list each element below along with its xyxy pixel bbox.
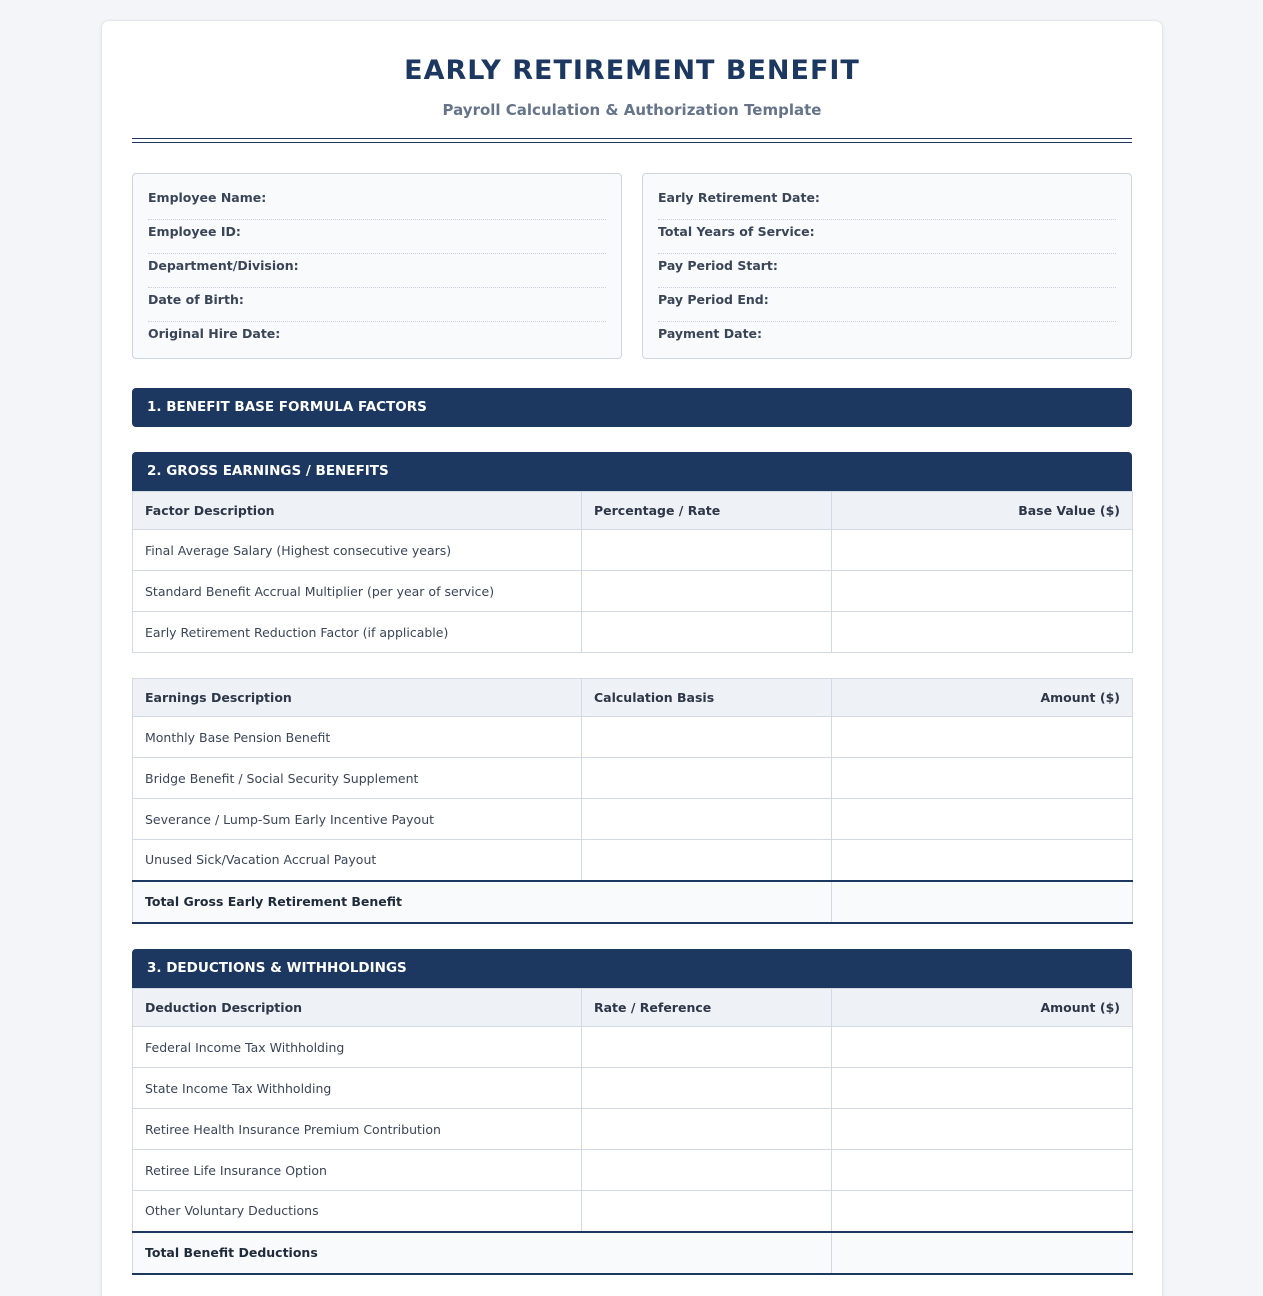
table-row — [133, 1068, 1133, 1109]
table-row — [133, 758, 1133, 799]
row-label: Standard Benefit Accrual Multiplier (per year of service) — [133, 571, 582, 612]
total-deductions-amount[interactable] — [832, 1232, 1133, 1274]
column-header: Percentage / Rate — [582, 492, 832, 530]
rate-cell[interactable] — [582, 530, 832, 571]
row-label: Other Voluntary Deductions — [133, 1191, 582, 1232]
column-header: Base Value ($) — [832, 492, 1133, 530]
amount-cell[interactable] — [832, 799, 1133, 840]
payment-date-field[interactable]: Payment Date: — [658, 326, 763, 341]
total-gross-amount[interactable] — [832, 881, 1133, 923]
years-of-service-field[interactable]: Total Years of Service: — [658, 220, 1116, 254]
table-row — [133, 571, 1133, 612]
row-label: State Income Tax Withholding — [133, 1068, 582, 1109]
total-row — [133, 881, 1133, 923]
total-gross-label: Total Gross Early Retirement Benefit — [133, 881, 832, 923]
rate-cell[interactable] — [582, 1109, 832, 1150]
pay-period-start-field[interactable]: Pay Period Start: — [658, 254, 1116, 288]
row-label: Bridge Benefit / Social Security Supplement — [133, 758, 582, 799]
rate-cell[interactable] — [582, 1027, 832, 1068]
row-label: Federal Income Tax Withholding — [133, 1027, 582, 1068]
amount-cell[interactable] — [832, 1191, 1133, 1232]
department-field[interactable]: Department/Division: — [148, 254, 606, 288]
amount-cell[interactable] — [832, 840, 1133, 881]
rate-cell[interactable] — [582, 612, 832, 653]
basis-cell[interactable] — [582, 840, 832, 881]
earnings-table — [132, 678, 1133, 924]
table-row — [133, 612, 1133, 653]
table-row — [133, 1150, 1133, 1191]
table-row — [133, 530, 1133, 571]
employee-id-field[interactable]: Employee ID: — [148, 220, 606, 254]
row-label: Final Average Salary (Highest consecutive years) — [133, 530, 582, 571]
amount-cell[interactable] — [832, 612, 1133, 653]
table-header-row — [133, 679, 1133, 717]
amount-cell[interactable] — [832, 571, 1133, 612]
column-header: Earnings Description — [133, 679, 582, 717]
table-header-row — [133, 492, 1133, 530]
retirement-info-panel — [642, 173, 1132, 359]
amount-cell[interactable] — [832, 1109, 1133, 1150]
amount-cell[interactable] — [832, 530, 1133, 571]
row-label: Monthly Base Pension Benefit — [133, 717, 582, 758]
column-header: Factor Description — [133, 492, 582, 530]
amount-cell[interactable] — [832, 1027, 1133, 1068]
amount-cell[interactable] — [832, 1068, 1133, 1109]
table-row — [133, 1191, 1133, 1232]
section-2-header: 2. GROSS EARNINGS / BENEFITS — [132, 452, 1132, 491]
header-divider — [132, 138, 1132, 143]
table-row — [133, 1027, 1133, 1068]
total-deductions-label: Total Benefit Deductions — [133, 1232, 832, 1274]
retirement-date-field[interactable]: Early Retirement Date: — [658, 186, 1116, 220]
rate-cell[interactable] — [582, 1150, 832, 1191]
column-header: Deduction Description — [133, 989, 582, 1027]
page-subtitle: Payroll Calculation & Authorization Template — [442, 101, 822, 119]
table-row — [133, 799, 1133, 840]
section-3-header: 3. DEDUCTIONS & WITHHOLDINGS — [132, 949, 1132, 988]
employee-info-panel — [132, 173, 622, 359]
pay-period-end-field[interactable]: Pay Period End: — [658, 288, 1116, 322]
table-row — [133, 717, 1133, 758]
basis-cell[interactable] — [582, 799, 832, 840]
form-card — [101, 20, 1163, 1296]
employee-name-field[interactable]: Employee Name: — [148, 186, 606, 220]
column-header: Amount ($) — [832, 989, 1133, 1027]
column-header: Rate / Reference — [582, 989, 832, 1027]
row-label: Severance / Lump-Sum Early Incentive Payout — [133, 799, 582, 840]
rate-cell[interactable] — [582, 1191, 832, 1232]
deductions-table — [132, 988, 1133, 1275]
column-header: Amount ($) — [832, 679, 1133, 717]
page-title: EARLY RETIREMENT BENEFIT — [404, 55, 860, 86]
basis-cell[interactable] — [582, 717, 832, 758]
amount-cell[interactable] — [832, 758, 1133, 799]
amount-cell[interactable] — [832, 1150, 1133, 1191]
row-label: Retiree Health Insurance Premium Contribution — [133, 1109, 582, 1150]
rate-cell[interactable] — [582, 1068, 832, 1109]
hire-date-field[interactable]: Original Hire Date: — [148, 326, 281, 341]
row-label: Retiree Life Insurance Option — [133, 1150, 582, 1191]
table-header-row — [133, 989, 1133, 1027]
factors-table — [132, 491, 1133, 653]
form-header — [132, 21, 1132, 143]
basis-cell[interactable] — [582, 758, 832, 799]
total-row — [133, 1232, 1133, 1274]
table-row — [133, 1109, 1133, 1150]
table-row — [133, 840, 1133, 881]
rate-cell[interactable] — [582, 571, 832, 612]
row-label: Unused Sick/Vacation Accrual Payout — [133, 840, 582, 881]
date-of-birth-field[interactable]: Date of Birth: — [148, 288, 606, 322]
section-1-header: 1. BENEFIT BASE FORMULA FACTORS — [132, 388, 1132, 427]
column-header: Calculation Basis — [582, 679, 832, 717]
row-label: Early Retirement Reduction Factor (if applicable) — [133, 612, 582, 653]
amount-cell[interactable] — [832, 717, 1133, 758]
